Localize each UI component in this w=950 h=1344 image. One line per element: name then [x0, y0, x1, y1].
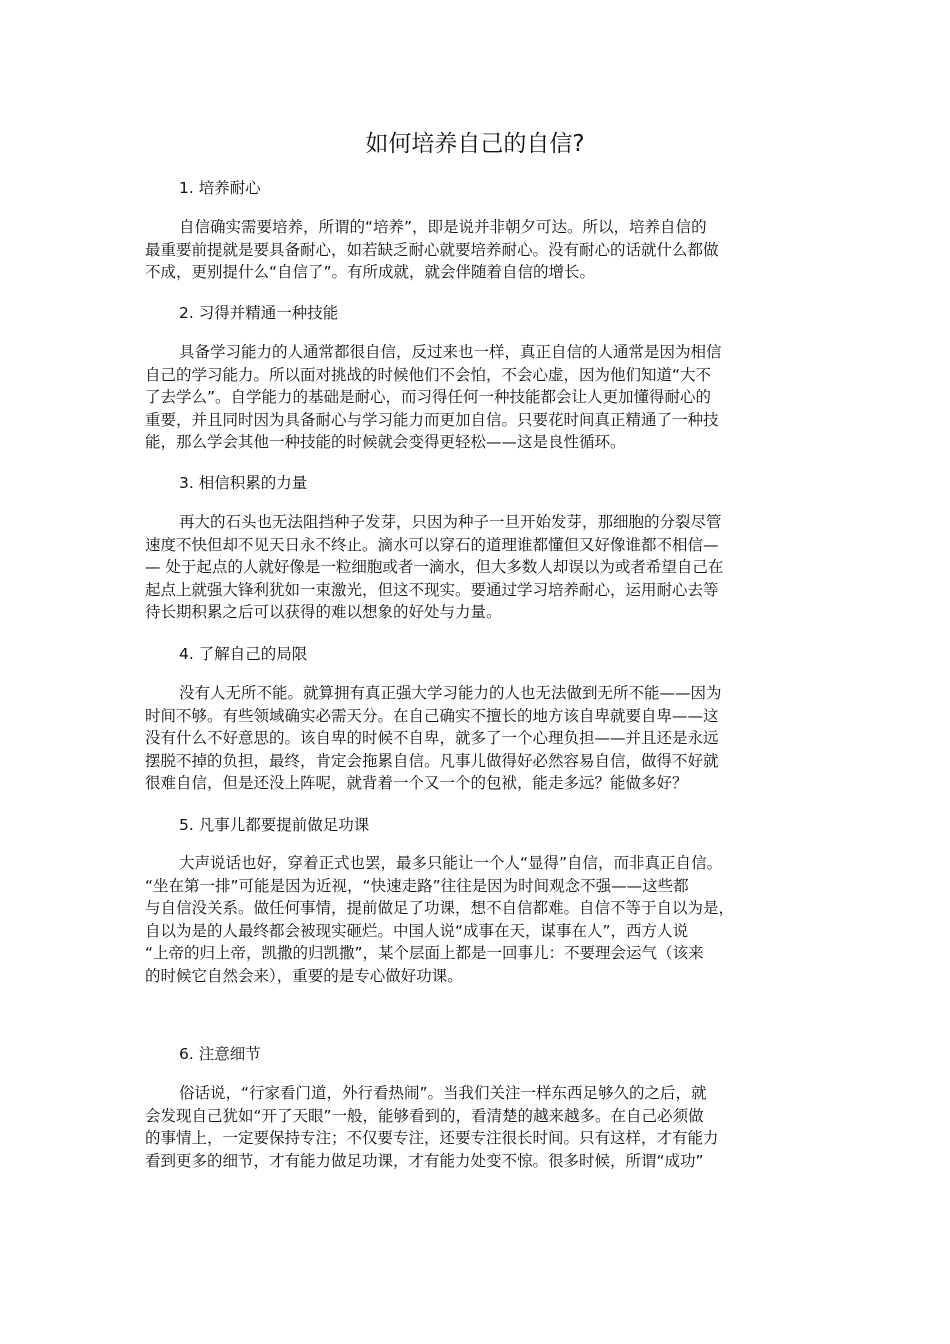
- section-paragraph-3: [145, 511, 805, 624]
- paragraph-line: 的事情上，一定要保持专注；不仅要专注，还要专注很长时间。只有这样，才有能力: [145, 1129, 719, 1147]
- paragraph-line: 能，那么学会其他一种技能的时候就会变得更轻松——这是良性循环。: [145, 433, 626, 451]
- section-heading-1: 1. 培养耐心: [179, 179, 261, 197]
- paragraph-line: 了去学么”。自学能力的基础是耐心，而习得任何一种技能都会让人更加懂得耐心的: [145, 388, 712, 406]
- section-heading-6: 6. 注意细节: [179, 1045, 261, 1063]
- paragraph-line: 时间不够。有些领域确实必需天分。在自己确实不擅长的地方该自卑就要自卑——这: [145, 706, 719, 725]
- paragraph-line: 大声说话也好，穿着正式也罢，最多只能让一个人“显得”自信，而非真正自信。: [179, 854, 723, 872]
- paragraph-line: “上帝的归上帝，凯撒的归凯撒”，某个层面上都是一回事儿：不要理会运气（该来: [145, 944, 704, 962]
- section-heading-3: 3. 相信积累的力量: [179, 474, 308, 492]
- document-title: 如何培养自己的自信?: [365, 131, 585, 157]
- section-paragraph-1: [145, 216, 805, 284]
- section-paragraph-6: [145, 1082, 805, 1172]
- paragraph-line: 的时候它自然会来），重要的是专心做好功课。: [145, 966, 463, 985]
- paragraph-line: 不成，更别提什么“自信了”。有所成就，就会伴随着自信的增长。: [145, 263, 596, 281]
- paragraph-line: 没有人无所不能。就算拥有真正强大学习能力的人也无法做到无所不能——因为: [179, 684, 722, 702]
- paragraph-line: 具备学习能力的人通常都很自信，反过来也一样，真正自信的人通常是因为相信: [179, 343, 722, 361]
- section-heading-2: 2. 习得并精通一种技能: [179, 304, 339, 322]
- paragraph-line: 会发现自己犹如“开了天眼”一般，能够看到的，看清楚的越来越多。在自己必须做: [145, 1106, 704, 1125]
- paragraph-line: — 处于起点的人就好像是一粒细胞或者一滴水，但大多数人却误以为或者希望自己在: [145, 558, 724, 576]
- paragraph-line: 没有什么不好意思的。该自卑的时候不自卑，就多了一个心理负担——并且还是永远: [145, 729, 719, 747]
- paragraph-line: 自信确实需要培养，所谓的“培养”，即是说并非朝夕可达。所以，培养自信的: [179, 218, 707, 236]
- paragraph-line: 看到更多的细节，才有能力做足功课，才有能力处变不惊。很多时候，所谓“成功”: [145, 1151, 704, 1170]
- paragraph-line: 俗话说，“行家看门道，外行看热闹”。当我们关注一样东西足够久的之后，就: [179, 1084, 707, 1102]
- paragraph-line: 最重要前提就是要具备耐心，如若缺乏耐心就要培养耐心。没有耐心的话就什么都做: [145, 240, 719, 259]
- section-heading-5: 5. 凡事儿都要提前做足功课: [179, 816, 370, 834]
- paragraph-line: 自以为是的人最终都会被现实砸烂。中国人说“成事在天，谋事在人”，西方人说: [145, 921, 689, 940]
- paragraph-line: “坐在第一排”可能是因为近视，“快速走路”往往是因为时间观念不强——这些都: [145, 876, 689, 895]
- paragraph-line: 与自信没关系。做任何事情，提前做足了功课，想不自信都难。自信不等于自以为是，: [145, 899, 735, 917]
- paragraph-line: 很难自信，但是还没上阵呢，就背着一个又一个的包袱，能走多远？能做多好？: [145, 774, 688, 792]
- paragraph-line: 自己的学习能力。所以面对挑战的时候他们不会怕，不会心虚，因为他们知道“大不: [145, 365, 712, 384]
- section-paragraph-2: [145, 341, 805, 454]
- section-heading-4: 4. 了解自己的局限: [179, 645, 308, 663]
- paragraph-line: 摆脱不掉的负担，最终，肯定会拖累自信。凡事儿做得好必然容易自信，做得不好就: [145, 751, 719, 770]
- section-paragraph-4: [145, 682, 805, 795]
- paragraph-line: 速度不快但却不见天日永不终止。滴水可以穿石的道理谁都懂但又好像谁都不相信—: [145, 535, 719, 554]
- paragraph-line: 起点上就强大锋利犹如一束激光，但这不现实。要通过学习培养耐心，运用耐心去等: [145, 580, 719, 599]
- paragraph-line: 再大的石头也无法阻挡种子发芽，只因为种子一旦开始发芽，那细胞的分裂尽管: [179, 513, 722, 531]
- paragraph-line: 重要，并且同时因为具备耐心与学习能力而更加自信。只要花时间真正精通了一种技: [145, 410, 719, 429]
- paragraph-line: 待长期积累之后可以获得的难以想象的好处与力量。: [145, 603, 502, 621]
- section-paragraph-5: [145, 852, 805, 987]
